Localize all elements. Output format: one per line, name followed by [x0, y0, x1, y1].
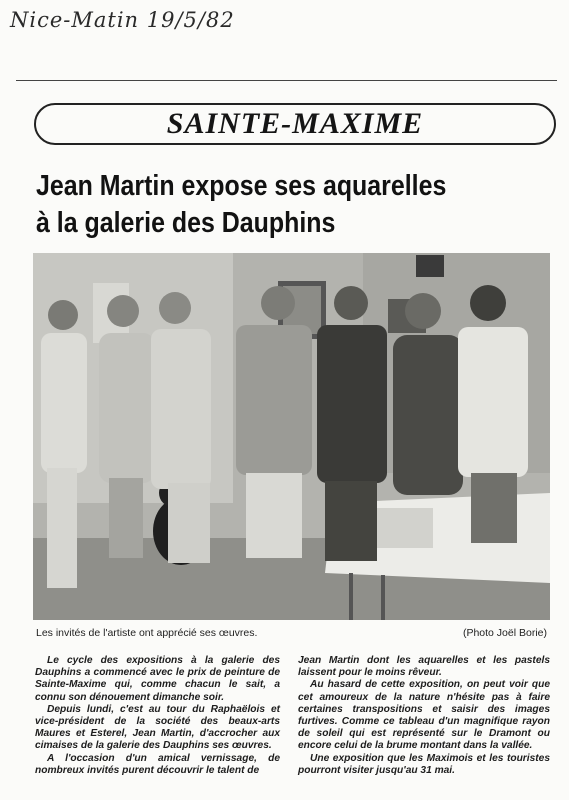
- section-banner: [34, 103, 556, 145]
- article-paragraph: Le cycle des expositions à la galerie des Dauphins a commencé avec le prix de peinture de Sainte-Maxime qui, comme chacun le sait, a connu son dénouement dimanche soir.: [35, 655, 280, 703]
- article-paragraph: Depuis lundi, c'est au tour du Raphaëlois et vice-président de la société des beaux-arts Maures et Esterel, Jean Martin, d'accrocher aux cimaises de la galerie des Dauphins ses œuvres.: [35, 703, 280, 752]
- article-paragraph: Au hasard de cette exposition, on peut voir que cet amoureux de la nature n'hésite pas à faire certaines transpositions et saisir des images furtives. Comme ce tableau d'un magnifique rayon de soleil qui est représenté sur le Dramont ou encore celui de la brume montant dans la vallée.: [298, 679, 550, 752]
- photo-illustration: [33, 253, 550, 620]
- article-headline: [36, 168, 446, 242]
- article-paragraph: A l'occasion d'un amical vernissage, de nombreux invités purent découvrir le talent de: [35, 752, 280, 776]
- top-rule: [16, 80, 557, 81]
- article-column-right: [298, 655, 550, 777]
- photo-credit: (Photo Joël Borie): [462, 627, 547, 639]
- article-column-left: [35, 655, 280, 777]
- article-photo: [33, 253, 550, 620]
- article-paragraph: Jean Martin dont les aquarelles et les pastels laissent pour le moins rêveur.: [298, 655, 550, 679]
- article-paragraph: Une exposition que les Maximois et les touristes pourront visiter jusqu'au 31 mai.: [298, 752, 550, 776]
- section-banner-title: SAINTE-MAXIME: [166, 107, 424, 140]
- headline-line-1: Jean Martin expose ses aquarelles: [36, 170, 447, 202]
- photo-caption: Les invités de l'artiste ont apprécié ses œuvres.: [36, 627, 258, 639]
- headline-line-2: à la galerie des Dauphins: [36, 207, 336, 239]
- handwritten-date-note: Nice-Matin 19/5/82: [10, 8, 235, 32]
